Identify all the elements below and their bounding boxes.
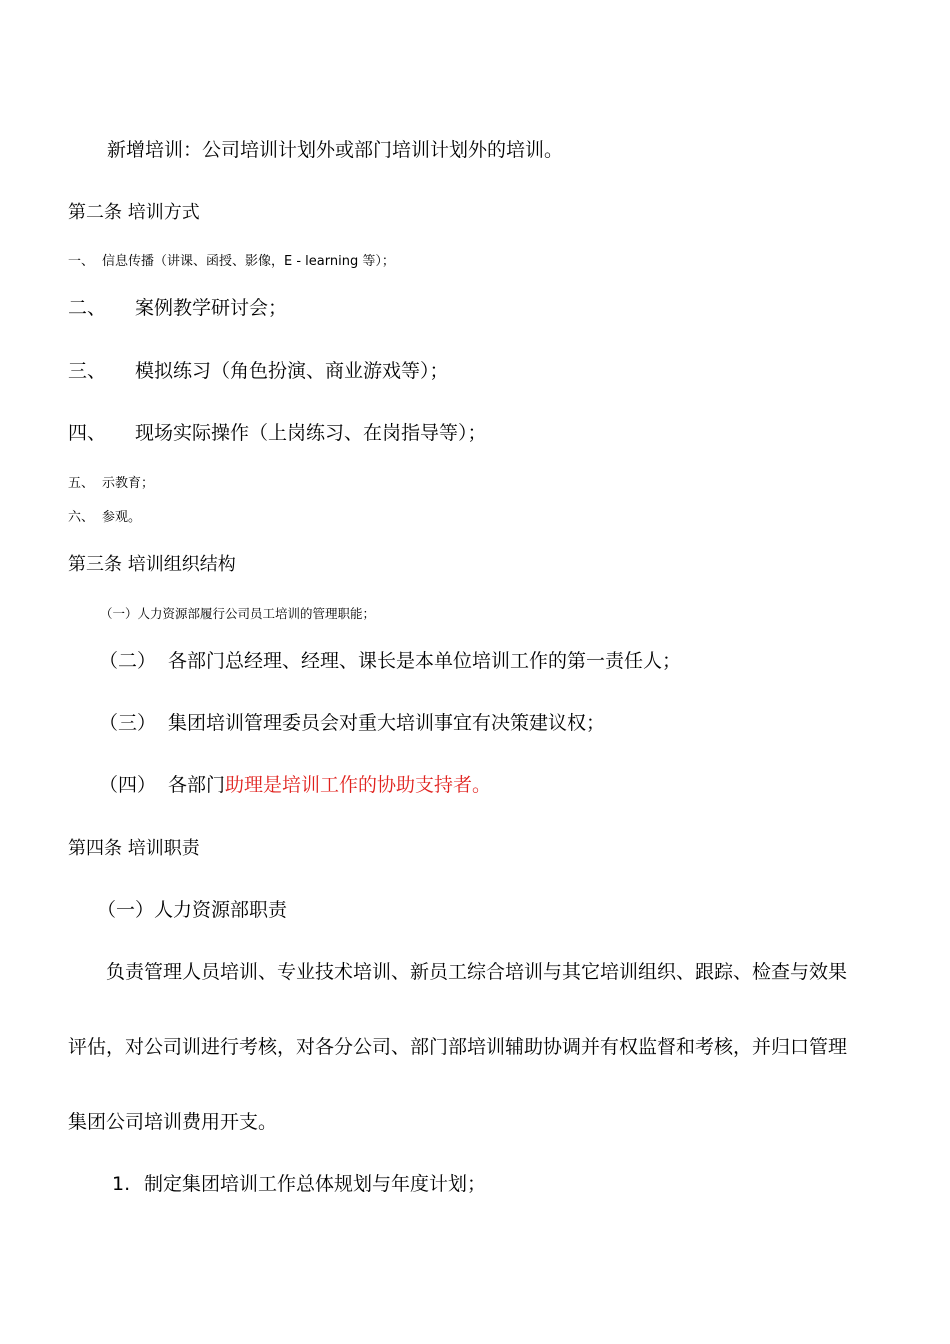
art4-subheading-1: （一）人力资源部职责 <box>97 899 288 921</box>
art3-item-3-number: （三） <box>99 712 157 734</box>
art3-item-3 <box>99 712 606 734</box>
art3-item-2-text: 各部门总经理、经理、课长是本单位培训工作的第一责任人； <box>168 650 682 672</box>
art2-item-5-text: 示教育； <box>102 476 155 491</box>
art2-item-2-number: 二、 <box>68 297 107 319</box>
art2-item-1 <box>68 254 395 269</box>
art4-paragraph-line-1: 负责管理人员培训、专业技术培训、新员工综合培训与其它培训组织、跟踪、检查与效果 <box>106 961 848 983</box>
art4-paragraph-line-2: 评估，对公司训进行考核，对各分公司、部门部培训辅助协调并有权监督和考核，并归口管理 <box>68 1036 848 1058</box>
art2-item-5-number: 五、 <box>68 476 95 491</box>
art2-item-3-text: 模拟练习（角色扮演、商业游戏等）； <box>135 360 449 382</box>
art3-item-4 <box>99 774 492 796</box>
art3-item-2 <box>99 650 682 672</box>
intro-paragraph: 新增培训：公司培训计划外或部门培训计划外的培训。 <box>107 139 564 161</box>
art4-list-item-1-number: 1. <box>112 1173 131 1195</box>
article-2-heading: 第二条 培训方式 <box>68 202 200 223</box>
art3-item-4-text-highlight: 助理是培训工作的协助支持者。 <box>225 774 492 796</box>
art3-item-2-number: （二） <box>99 650 157 672</box>
art2-item-3-number: 三、 <box>68 360 107 382</box>
art2-item-6-number: 六、 <box>68 510 95 525</box>
art3-item-3-text: 集团培训管理委员会对重大培训事宜有决策建议权； <box>168 712 606 734</box>
art4-paragraph-line-3: 集团公司培训费用开支。 <box>68 1111 278 1133</box>
art2-item-6 <box>68 510 142 525</box>
art4-list-item-1-text: 制定集团培训工作总体规划与年度计划； <box>144 1173 487 1195</box>
art2-item-1-text: 信息传播（讲课、函授、影像，E - learning 等）； <box>102 254 395 269</box>
article-3-heading: 第三条 培训组织结构 <box>68 554 236 575</box>
art2-item-6-text: 参观。 <box>102 510 142 525</box>
art2-item-2 <box>68 297 288 319</box>
art4-list-item-1 <box>112 1173 487 1195</box>
art2-item-2-text: 案例教学研讨会； <box>135 297 288 319</box>
art3-item-4-number: （四） <box>99 774 157 796</box>
article-4-heading: 第四条 培训职责 <box>68 838 200 859</box>
art2-item-1-number: 一、 <box>68 254 95 269</box>
art2-item-5 <box>68 476 155 491</box>
art2-item-4-text: 现场实际操作（上岗练习、在岗指导等）； <box>135 422 487 444</box>
art3-item-4-text-black: 各部门 <box>168 774 226 796</box>
art2-item-4 <box>68 422 487 444</box>
art2-item-3 <box>68 360 449 382</box>
art3-item-4-text <box>168 776 491 795</box>
art3-item-1: （一）人力资源部履行公司员工培训的管理职能； <box>100 606 376 621</box>
art2-item-4-number: 四、 <box>68 422 107 444</box>
